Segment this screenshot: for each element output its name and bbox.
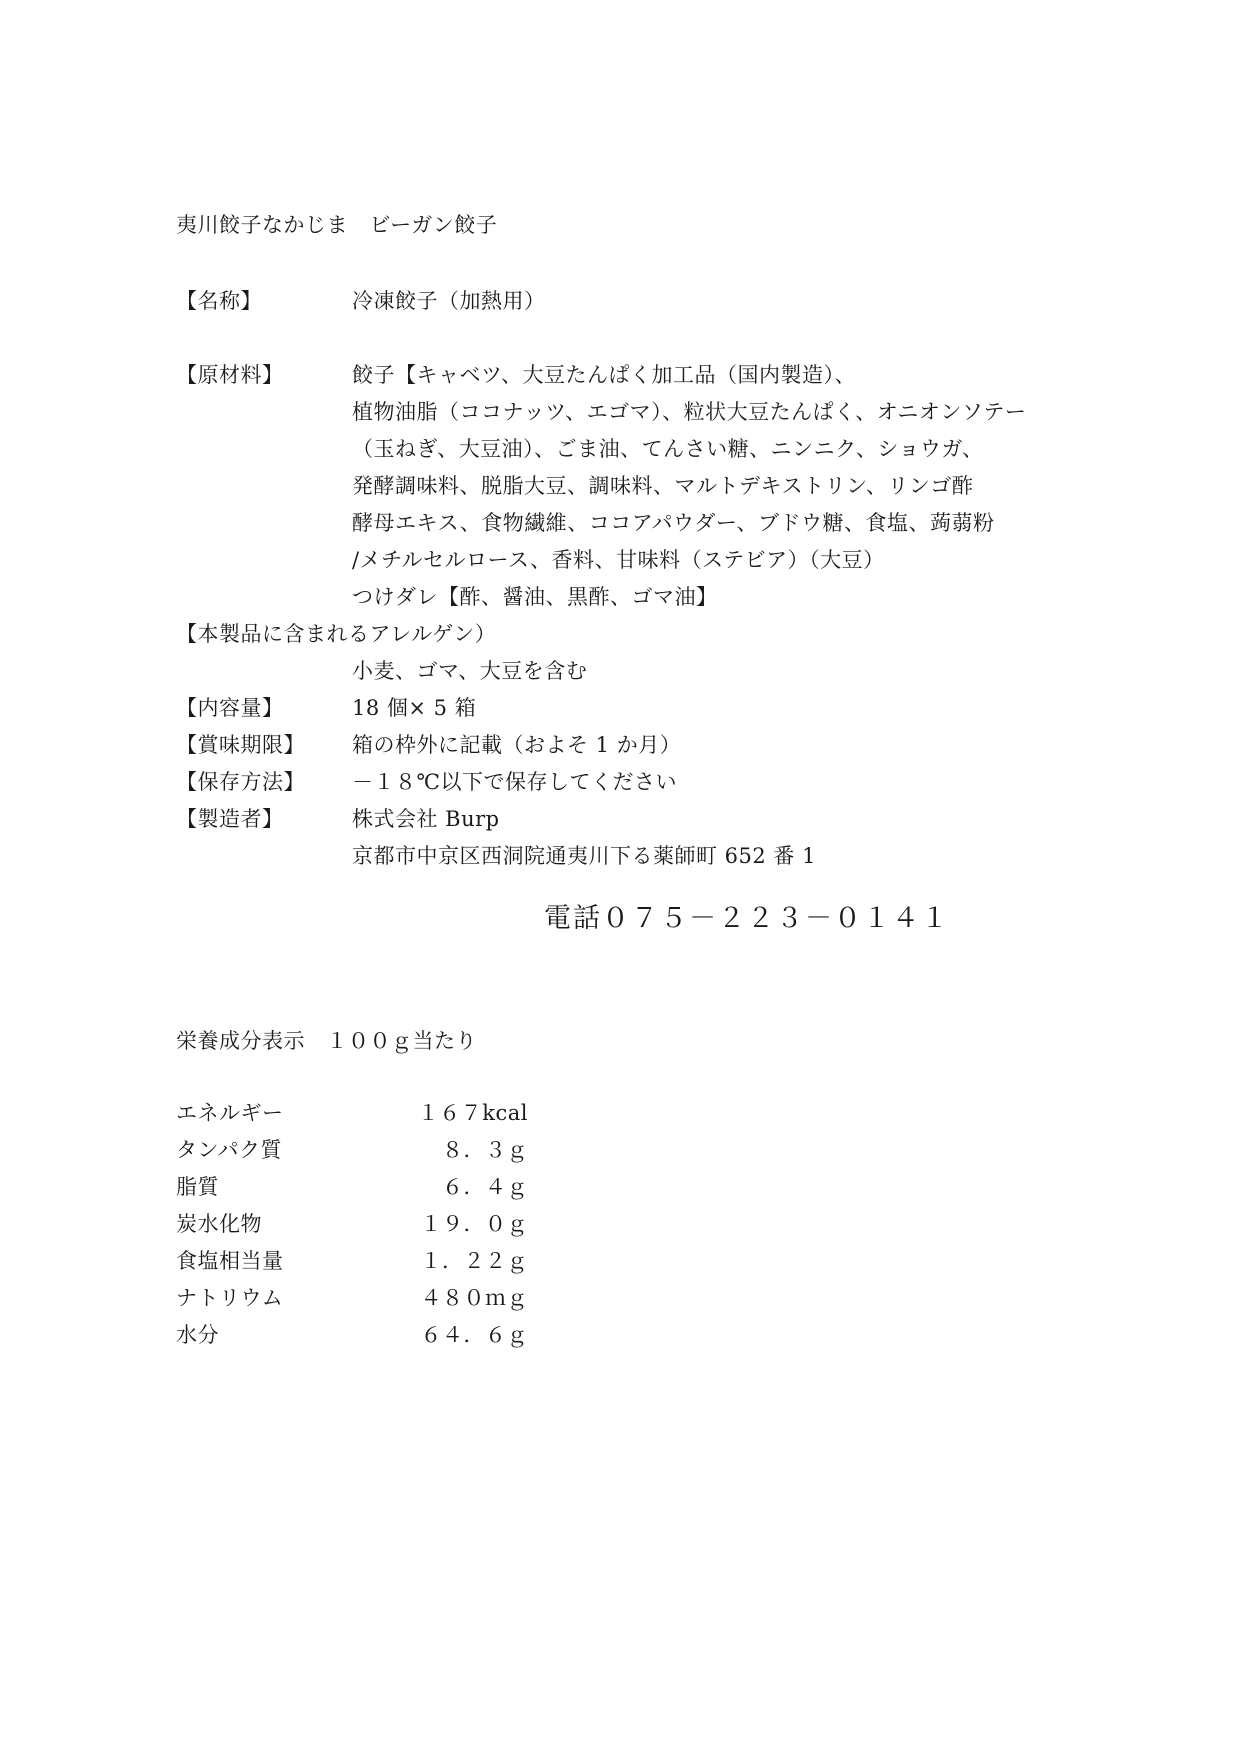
ingredients-line: 酵母エキス、食物繊維、ココアパウダー、ブドウ糖、食塩、蒟蒻粉 — [352, 511, 995, 535]
nutrition-row-label: 食塩相当量 — [176, 1249, 284, 1273]
ingredients-line: つけダレ【酢、醤油、黒酢、ゴマ油】 — [352, 585, 718, 609]
ingredients-line: 餃子【キャベツ、大豆たんぱく加工品（国内製造）、 — [352, 363, 857, 387]
allergen-value: 小麦、ゴマ、大豆を含む — [352, 659, 588, 683]
storage-value: －１８℃以下で保存してください — [352, 770, 677, 794]
nutrition-row-label: 脂質 — [176, 1175, 219, 1199]
ingredients-line: （玉ねぎ、大豆油）、ごま油、てんさい糖、ニンニク、ショウガ、 — [352, 437, 984, 461]
document-title: 夷川餃子なかじま ビーガン餃子 — [176, 213, 498, 237]
nutrition-row-label: ナトリウム — [176, 1286, 284, 1310]
ingredients-label: 【原材料】 — [176, 363, 284, 387]
nutrition-row-value: １．２２ｇ — [420, 1249, 528, 1273]
phone-number: 電話０７５－２２３－０１４１ — [544, 903, 950, 934]
allergen-label: 【本製品に含まれるアレルゲン） — [176, 622, 497, 646]
name-value: 冷凍餃子（加熱用） — [352, 289, 546, 313]
maker-address: 京都市中京区西洞院通夷川下る薬師町 652 番 1 — [352, 844, 816, 868]
nutrition-row-value: ６．４ｇ — [442, 1175, 528, 1199]
nutrition-row-label: エネルギー — [176, 1101, 284, 1125]
best-before-label: 【賞味期限】 — [176, 733, 305, 757]
nutrition-row-value: １９．０ｇ — [420, 1212, 528, 1236]
nutrition-row-value: １６７kcal — [417, 1101, 528, 1125]
maker-label: 【製造者】 — [176, 807, 284, 831]
maker-name: 株式会社 Burp — [352, 807, 500, 831]
nutrition-row-label: 水分 — [176, 1323, 219, 1347]
nutrition-heading: 栄養成分表示 １００ｇ当たり — [176, 1029, 477, 1053]
best-before-value: 箱の枠外に記載（およそ 1 か月） — [352, 733, 682, 757]
nutrition-row-value: ４８０ｍｇ — [420, 1286, 528, 1310]
ingredients-line: /メチルセルロース、香料、甘味料（ステビア）（大豆） — [352, 548, 885, 572]
name-label: 【名称】 — [176, 289, 262, 313]
ingredients-line: 発酵調味料、脱脂大豆、調味料、マルトデキストリン、リンゴ酢 — [352, 474, 974, 498]
nutrition-row-value: ６４．６ｇ — [420, 1323, 528, 1347]
content-label: 【内容量】 — [176, 696, 284, 720]
ingredients-line: 植物油脂（ココナッツ、エゴマ）、粒状大豆たんぱく、オニオンソテー — [352, 400, 1027, 424]
nutrition-row-label: 炭水化物 — [176, 1212, 262, 1236]
nutrition-row-label: タンパク質 — [176, 1138, 283, 1162]
nutrition-row-value: ８．３ｇ — [442, 1138, 528, 1162]
storage-label: 【保存方法】 — [176, 770, 305, 794]
content-value: 18 個× 5 箱 — [352, 696, 477, 720]
